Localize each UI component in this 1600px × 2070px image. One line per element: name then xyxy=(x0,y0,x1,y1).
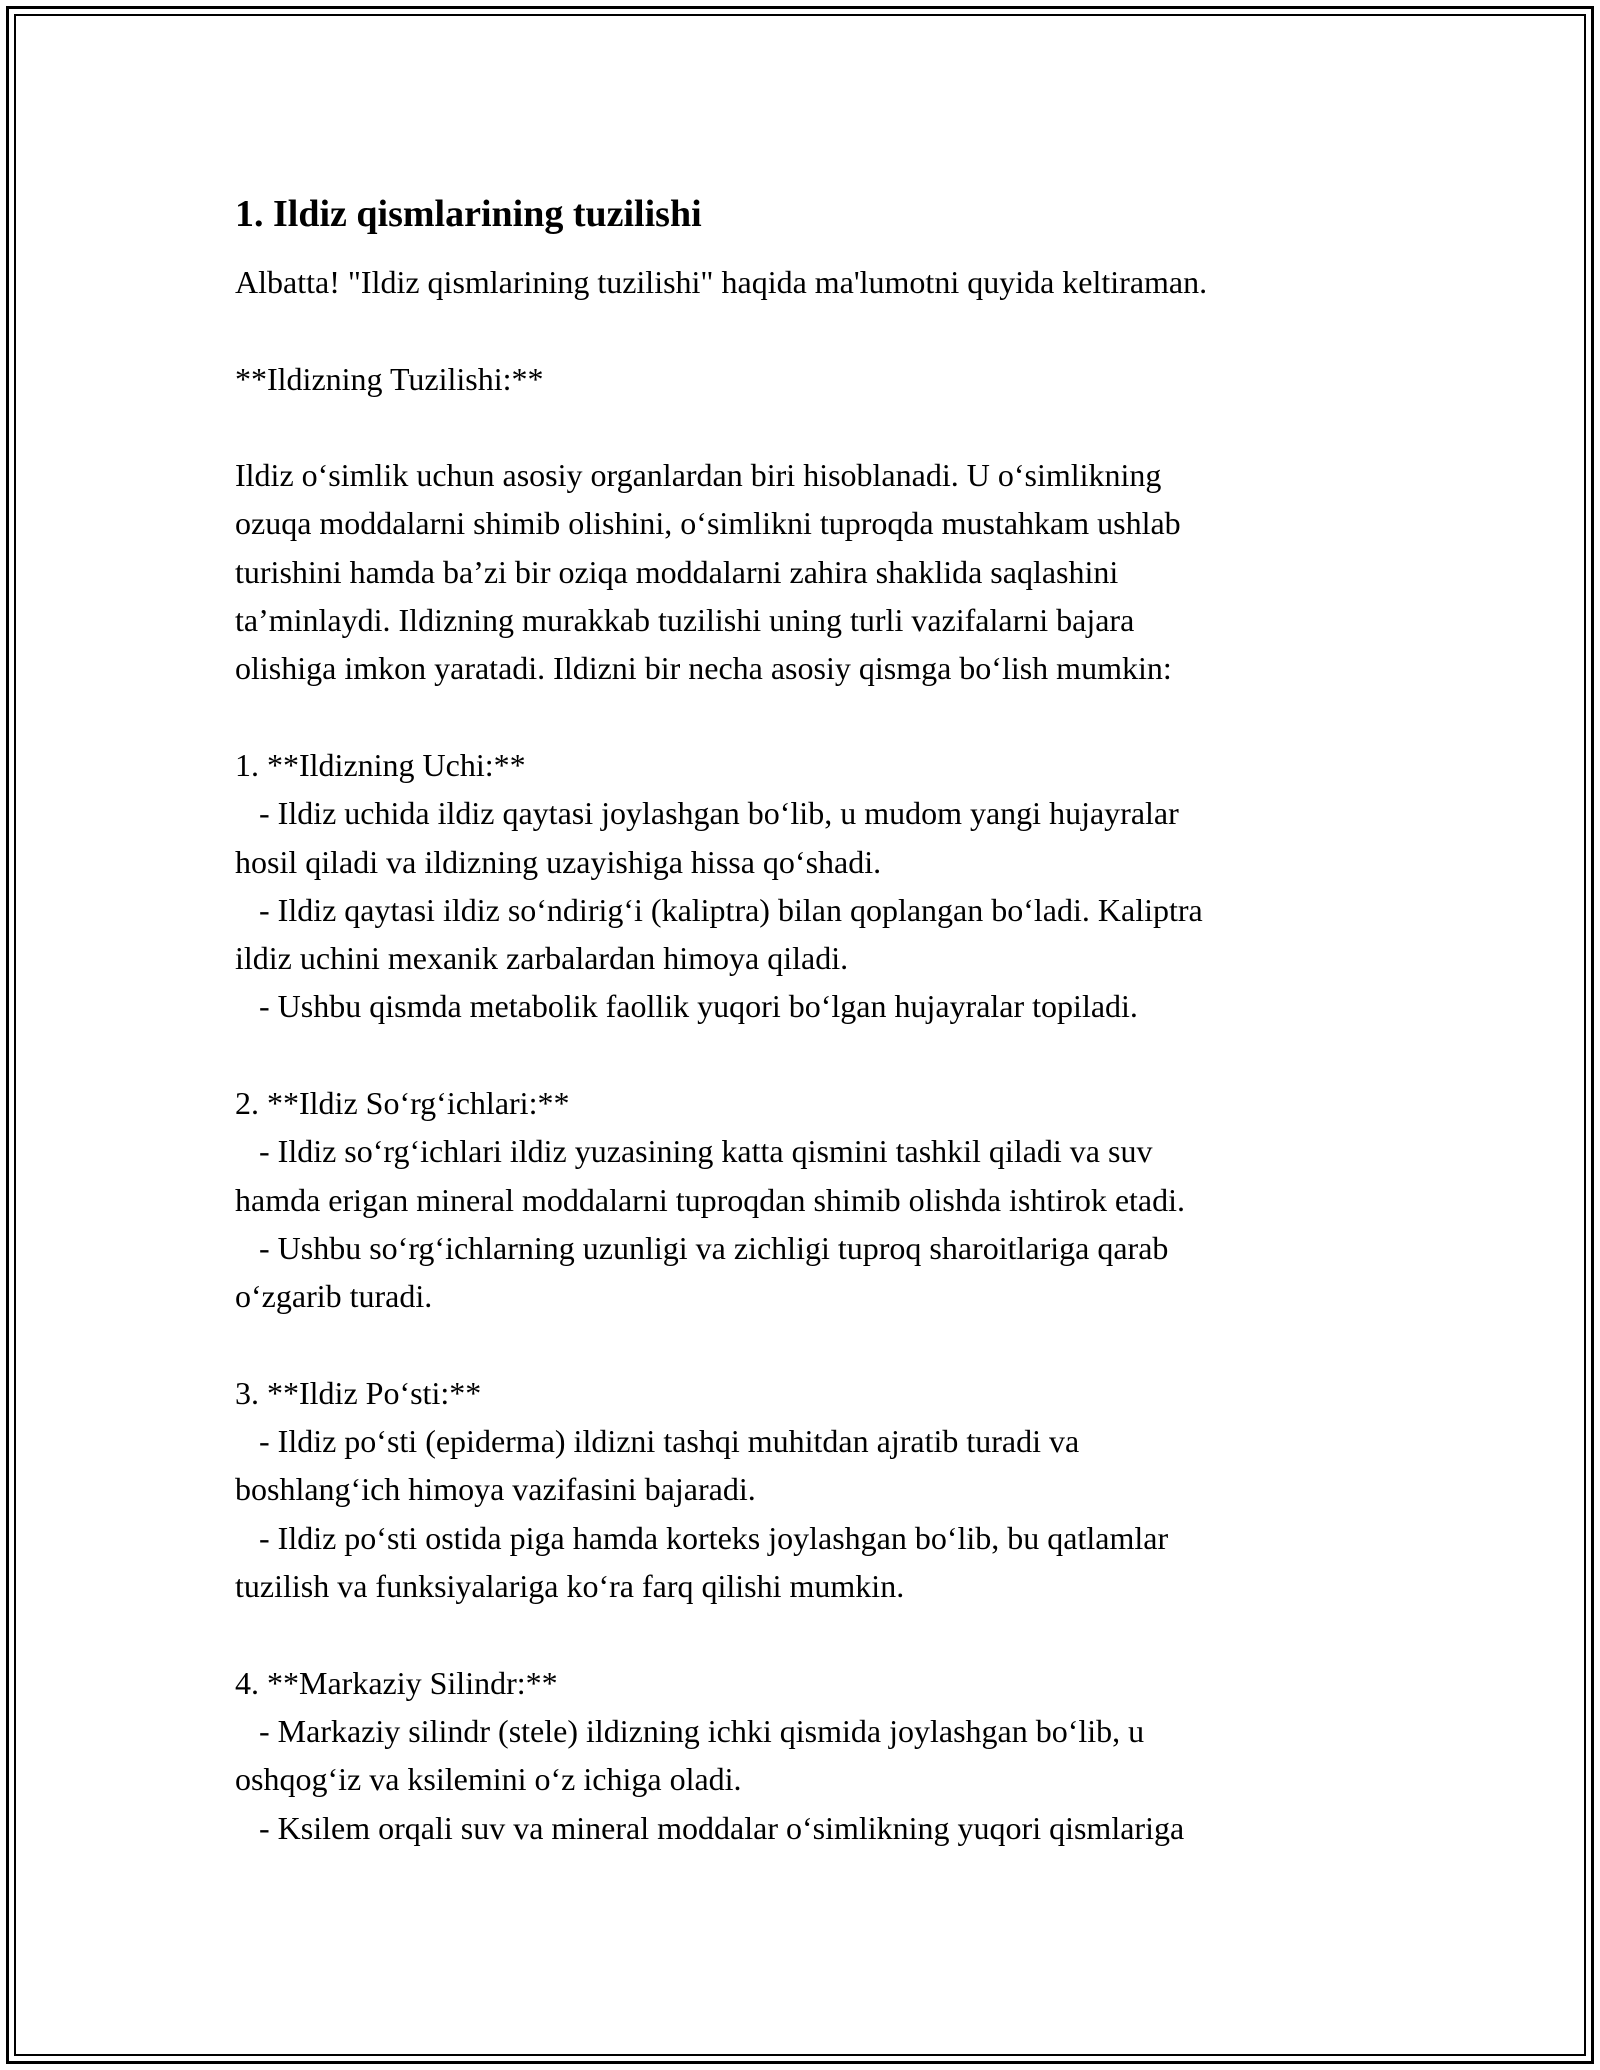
text-line: 4. **Markaziy Silindr:** xyxy=(235,1664,558,1701)
text-line: - Ildiz so‘rg‘ichlari ildiz yuzasining katta qismini tashkil qiladi va suv xyxy=(235,1133,1153,1170)
text-line: hamda erigan mineral moddalarni tuproqdan shimib olishda ishtirok etadi. xyxy=(235,1181,1185,1218)
text-line: - Ildiz po‘sti (epiderma) ildizni tashqi muhitdan ajratib turadi va xyxy=(235,1423,1080,1460)
text-line: - Ksilem orqali suv va mineral moddalar o‘simlikning yuqori qismlariga xyxy=(235,1809,1185,1846)
text-line: - Ildiz po‘sti ostida piga hamda korteks joylashgan bo‘lib, bu qatlamlar xyxy=(235,1519,1169,1556)
text-line: hosil qiladi va ildizning uzayishiga hissa qo‘shadi. xyxy=(235,843,882,880)
text-line: ta’minlaydi. Ildizning murakkab tuzilishi uning turli vazifalarni bajara xyxy=(235,602,1135,639)
text-line: olishiga imkon yaratadi. Ildizni bir necha asosiy qismga bo‘lish mumkin: xyxy=(235,650,1172,687)
text-line: - Ildiz qaytasi ildiz so‘ndirig‘i (kaliptra) bilan qoplangan bo‘ladi. Kaliptra xyxy=(235,891,1203,928)
text-line: tuzilish va funksiyalariga ko‘ra farq qilishi mumkin. xyxy=(235,1568,905,1605)
document-body xyxy=(235,186,1385,1852)
text-line: o‘zgarib turadi. xyxy=(235,1278,433,1315)
blank-line xyxy=(235,1321,1385,1369)
text-line: 2. **Ildiz So‘rg‘ichlari:** xyxy=(235,1085,570,1122)
text-line: turishini hamda ba’zi bir oziqa moddalarni zahira shaklida saqlashini xyxy=(235,553,1119,590)
text-line: - Ushbu so‘rg‘ichlarning uzunligi va zichligi tuproq sharoitlariga qarab xyxy=(235,1229,1169,1266)
text-line: Albatta! "Ildiz qismlarining tuzilishi" haqida ma'lumotni quyida keltiraman. xyxy=(235,264,1208,300)
text-line: - Markaziy silindr (stele) ildizning ichki qismida joylashgan bo‘lib, u xyxy=(235,1712,1145,1749)
blank-line xyxy=(235,693,1385,741)
blank-line xyxy=(235,306,1385,354)
blank-line xyxy=(235,1031,1385,1079)
blank-line xyxy=(235,403,1385,451)
text-line: ozuqa moddalarni shimib olishini, o‘simlikni tuproqda mustahkam ushlab xyxy=(235,505,1181,542)
text-line: boshlang‘ich himoya vazifasini bajaradi. xyxy=(235,1471,756,1508)
text-line: ildiz uchini mexanik zarbalardan himoya qiladi. xyxy=(235,940,849,977)
text-line: Ildiz o‘simlik uchun asosiy organlardan biri hisoblanadi. U o‘simlikning xyxy=(235,457,1162,494)
blank-line xyxy=(235,1610,1385,1658)
document-title: 1. Ildiz qismlarining tuzilishi xyxy=(235,193,702,235)
text-line: 3. **Ildiz Po‘sti:** xyxy=(235,1374,482,1411)
text-line: - Ushbu qismda metabolik faollik yuqori bo‘lgan hujayralar topiladi. xyxy=(235,988,1138,1025)
text-line: 1. **Ildizning Uchi:** xyxy=(235,746,526,783)
text-line: oshqog‘iz va ksilemini o‘z ichiga oladi. xyxy=(235,1761,742,1798)
text-line: **Ildizning Tuzilishi:** xyxy=(235,360,544,397)
text-line: - Ildiz uchida ildiz qaytasi joylashgan bo‘lib, u mudom yangi hujayralar xyxy=(235,795,1179,832)
document-text xyxy=(235,258,1385,1852)
